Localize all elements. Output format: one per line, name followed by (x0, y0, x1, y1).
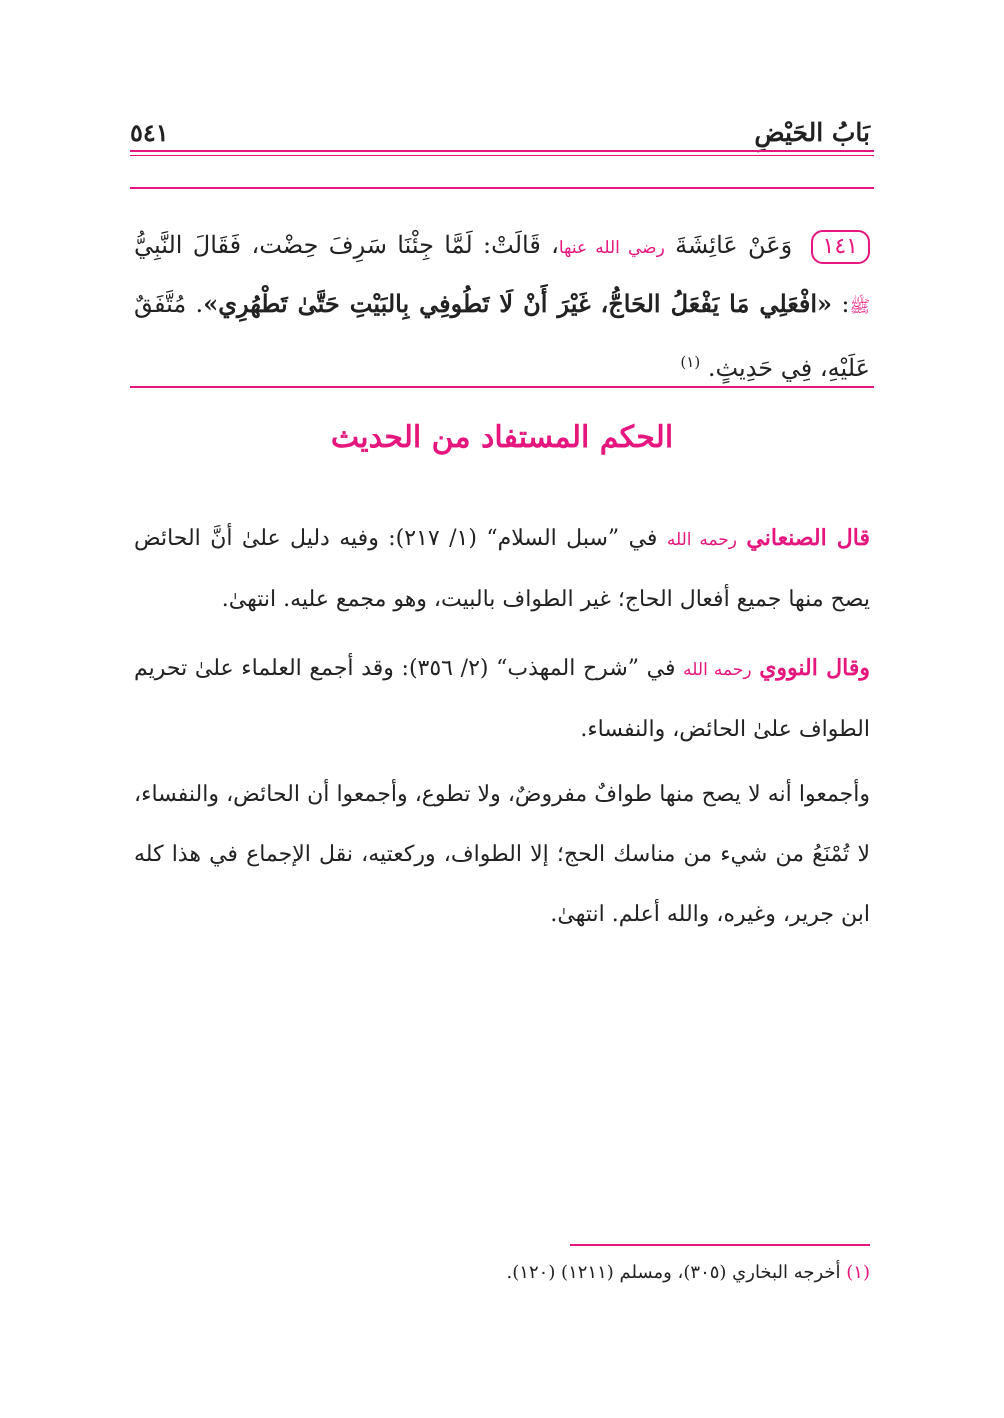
hadith-rule-bottom (130, 386, 874, 388)
footnote-reference: (١) (680, 353, 701, 371)
hadith-text (134, 218, 870, 396)
honorific-aisha: رضي الله عنها (558, 238, 665, 258)
section-heading: الحكم المستفاد من الحديث (330, 420, 674, 455)
footnote-rule (570, 1244, 870, 1246)
header-rule-top (130, 150, 874, 152)
hadith-narration: ، قَالَتْ: لَمَّا جِئْنَا سَرِفَ حِضْت، فَقَالَ النَّبِيُّ (134, 231, 559, 259)
page-number: ٥٤١ (130, 118, 169, 147)
hadith-rule-top (130, 187, 874, 189)
paragraph-consensus (134, 765, 870, 945)
speaker-nawawi: وقال النووي (759, 655, 870, 681)
honorific-nawawi: رحمه الله (683, 660, 752, 680)
honorific-sanani: رحمه الله (666, 530, 737, 550)
paragraph-sanani-text: في ”سبل السلام“ (١/ ٢١٧): وفيه دليل علىٰ أنَّ الحائض يصح منها جميع أفعال الحاج؛ غير الطواف بالبيت، وهو مجمع عليه. انتهىٰ. (134, 526, 870, 612)
paragraph-nawawi (134, 638, 870, 760)
footnote-text: أخرجه البخاري (٣٠٥)، ومسلم (١٢١١) (١٢٠). (506, 1262, 841, 1283)
speaker-sanani: قال الصنعاني (746, 525, 871, 551)
footnote-number: (١) (846, 1262, 870, 1283)
header-rule-bottom (130, 155, 874, 156)
paragraph-consensus-text: وأجمعوا أنه لا يصح منها طوافٌ مفروضٌ، ولا تطوع، وأجمعوا أن الحائض، والنفساء، لا تُمْنَعُ من شيء من مناسك الحج؛ إلا الطواف، وركعتيه، نقل الإجماع في هذا كله ابن جرير، وغيره، والله أعلم. انتهىٰ. (134, 782, 870, 927)
chapter-title: بَابُ الحَيْضِ (754, 118, 870, 147)
paragraph-nawawi-text: في ”شرح المهذب“ (٢/ ٣٥٦): وقد أجمع العلماء علىٰ تحريم الطواف علىٰ الحائض، والنفساء. (134, 656, 870, 742)
hadith-quote: «افْعَلِي مَا يَفْعَلُ الحَاجُّ، غَيْرَ أَنْ لَا تَطُوفِي بِالبَيْتِ حَتَّىٰ تَطْهُرِي» (203, 289, 833, 318)
paragraph-sanani (134, 508, 870, 630)
hadith-source: . مُتَّفَقٌ عَلَيْهِ، فِي حَدِيثٍ. (134, 290, 870, 382)
honorific-prophet: ﷺ (849, 297, 870, 317)
hadith-intro: وَعَنْ عَائِشَةَ (675, 231, 793, 259)
hadith-colon: : (841, 290, 850, 318)
hadith-number-badge: ١٤١ (811, 230, 870, 264)
footnote (507, 1262, 870, 1283)
